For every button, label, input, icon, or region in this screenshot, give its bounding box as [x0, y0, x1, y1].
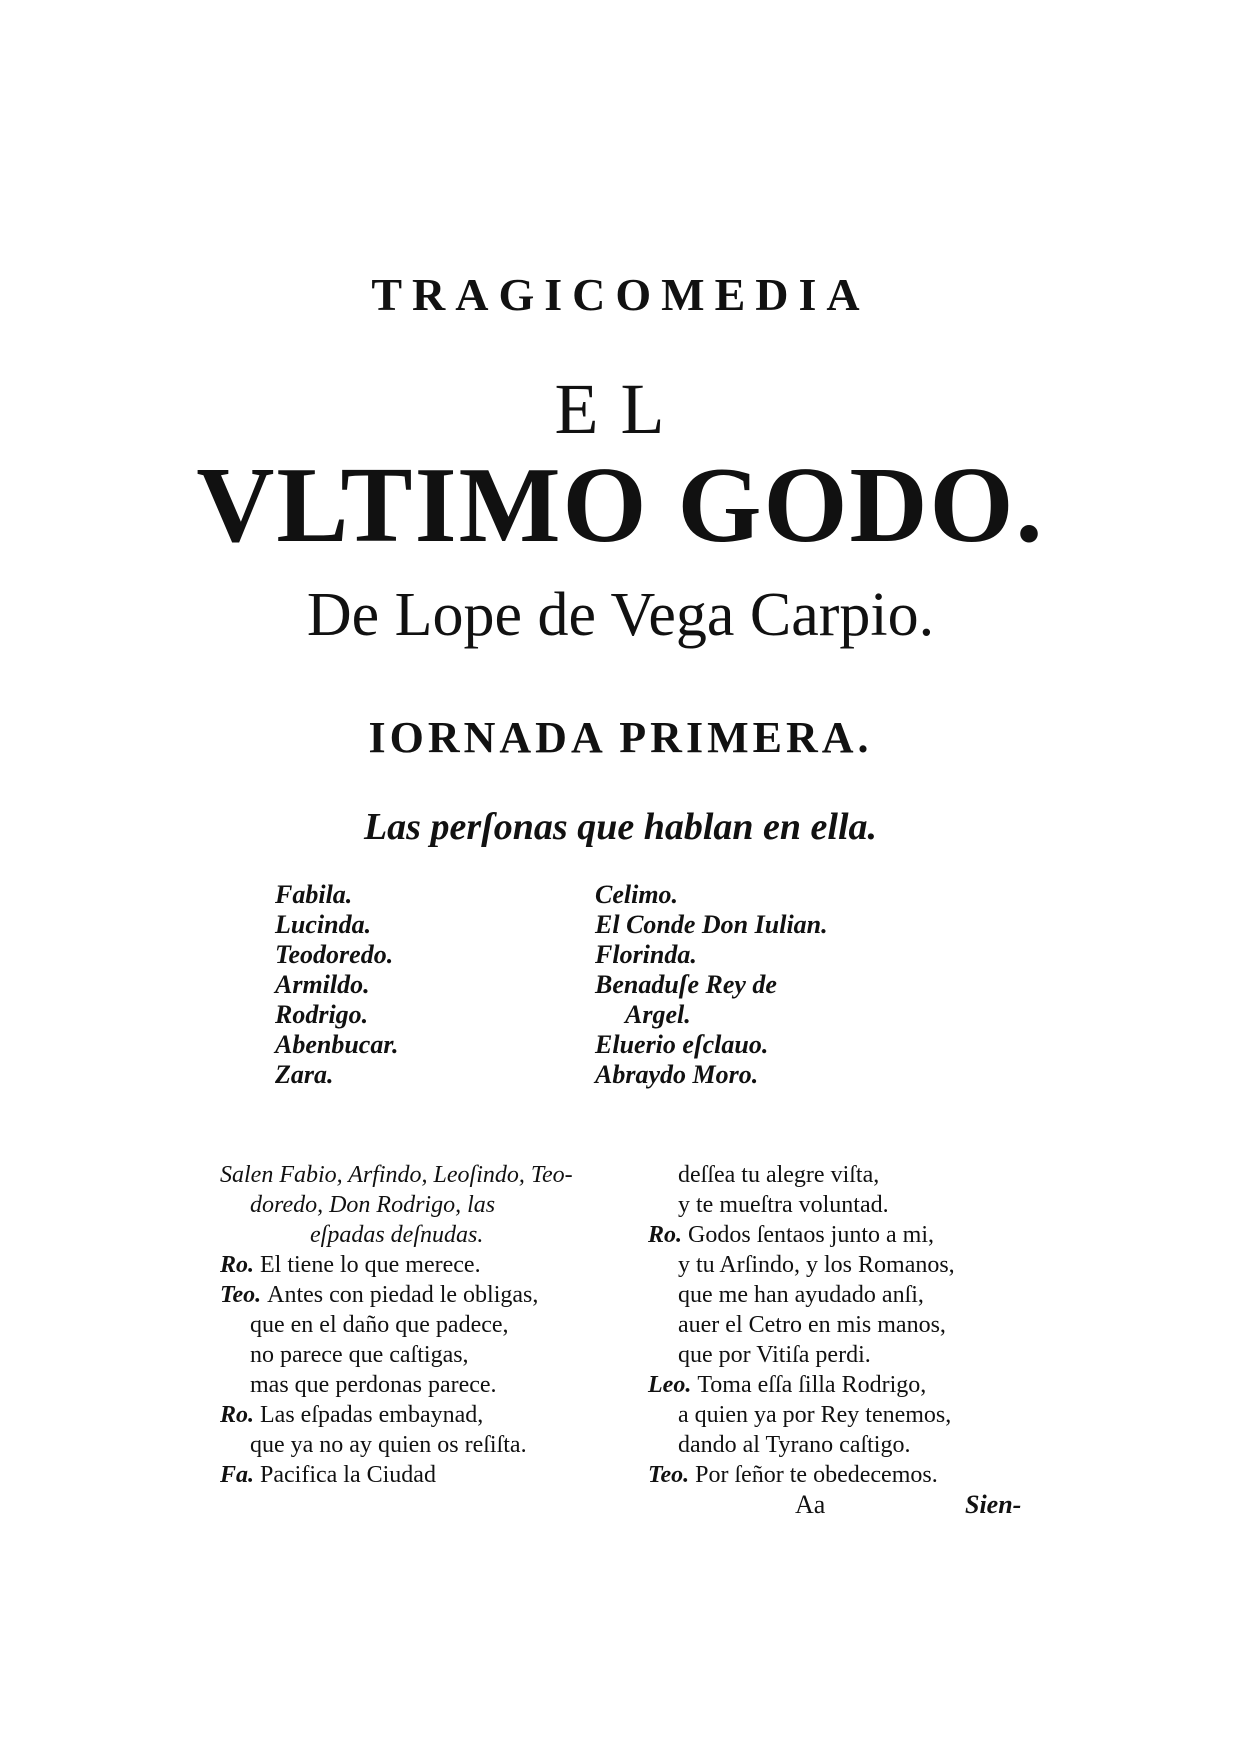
speaker-label: Teo. [648, 1462, 696, 1488]
cast-item: Eluerio eſclauo. [595, 1030, 769, 1059]
author-line: De Lope de Vega Carpio. [306, 581, 935, 649]
verse-text: Toma eſſa ſilla Rodrigo, [697, 1372, 927, 1398]
act-heading: IORNADA PRIMERA. [368, 713, 873, 762]
cast-item: Zara. [275, 1060, 334, 1089]
verse-text: auer el Cetro en mis manos, [678, 1312, 946, 1338]
verse-text: dando al Tyrano caſtigo. [678, 1432, 911, 1458]
verse-line [220, 1370, 620, 1400]
cast-list-right [595, 880, 828, 1090]
speaker-label: Fa. [220, 1462, 261, 1488]
verse-text: Por ſeñor te obedecemos. [695, 1462, 938, 1488]
verse-line [220, 1340, 620, 1370]
verse-text: eſpadas deſnudas. [310, 1222, 484, 1248]
verse-text: que por Vitiſa perdi. [678, 1342, 871, 1368]
title-article: EL [554, 369, 687, 449]
verse-line [220, 1460, 620, 1490]
stage-direction-line [220, 1220, 620, 1250]
cast-item: Lucinda. [275, 910, 372, 939]
verse-text: doredo, Don Rodrigo, las [250, 1192, 496, 1218]
cast-item: Abraydo Moro. [595, 1060, 759, 1089]
verse-line [648, 1160, 1038, 1190]
verse-text: que ya no ay quien os reſiſta. [250, 1432, 527, 1458]
cast-item: Argel. [625, 1000, 691, 1029]
verse-line [648, 1280, 1038, 1310]
verse-text: El tiene lo que merece. [260, 1252, 481, 1278]
verse-text: mas que perdonas parece. [250, 1372, 497, 1398]
verse-line [648, 1190, 1038, 1220]
cast-item: Fabila. [275, 880, 353, 909]
verse-text: Las eſpadas embaynad, [260, 1402, 484, 1428]
cast-list-left [275, 880, 399, 1090]
cast-item: Florinda. [595, 940, 697, 969]
verse-text: que me han ayudado anſi, [678, 1282, 924, 1308]
cast-item: Benaduſe Rey de [595, 970, 777, 999]
signature-mark: Aa [795, 1490, 826, 1519]
verse-line [220, 1310, 620, 1340]
verse-line [220, 1250, 620, 1280]
verse-column-right [648, 1160, 1038, 1490]
genre-heading: TRAGICOMEDIA [371, 269, 870, 320]
verse-line [220, 1400, 620, 1430]
speaker-label: Ro. [220, 1252, 261, 1278]
catchword: Sien- [965, 1490, 1022, 1519]
play-title: VLTIMO GODO. [196, 446, 1045, 565]
verse-line [648, 1250, 1038, 1280]
cast-item: Teodoredo. [275, 940, 394, 969]
verse-text: deſſea tu alegre viſta, [678, 1162, 880, 1188]
verse-text: y tu Arſindo, y los Romanos, [678, 1252, 955, 1278]
verse-line [648, 1310, 1038, 1340]
cast-item: El Conde Don Iulian. [595, 910, 828, 939]
verse-line [220, 1430, 620, 1460]
speaker-label: Leo. [648, 1372, 698, 1398]
verse-line [648, 1340, 1038, 1370]
verse-column-left [220, 1160, 620, 1490]
verse-text: Pacifica la Ciudad [260, 1462, 436, 1488]
cast-heading: Las perſonas que hablan en ella. [363, 806, 878, 848]
verse-line [648, 1430, 1038, 1460]
verse-line [220, 1280, 620, 1310]
speaker-label: Ro. [220, 1402, 261, 1428]
speaker-label: Ro. [648, 1222, 689, 1248]
verse-line [648, 1460, 1038, 1490]
speaker-label: Teo. [220, 1282, 268, 1308]
verse-text: Godos ſentaos junto a mi, [688, 1222, 934, 1248]
verse-line [648, 1370, 1038, 1400]
verse-text: a quien ya por Rey tenemos, [678, 1402, 952, 1428]
verse-text: no parece que caſtigas, [250, 1342, 469, 1368]
verse-text: que en el daño que padece, [250, 1312, 509, 1338]
cast-item: Abenbucar. [275, 1030, 399, 1059]
stage-direction-line [220, 1190, 620, 1220]
cast-item: Rodrigo. [275, 1000, 369, 1029]
verse-text: Salen Fabio, Arfindo, Leoſindo, Teo- [220, 1162, 573, 1188]
stage-direction-line [220, 1160, 620, 1190]
verse-text: y te mueſtra voluntad. [678, 1192, 889, 1218]
cast-item: Celimo. [595, 880, 679, 909]
verse-line [648, 1400, 1038, 1430]
verse-line [648, 1220, 1038, 1250]
cast-item: Armildo. [275, 970, 370, 999]
verse-text: Antes con piedad le obligas, [267, 1282, 539, 1308]
